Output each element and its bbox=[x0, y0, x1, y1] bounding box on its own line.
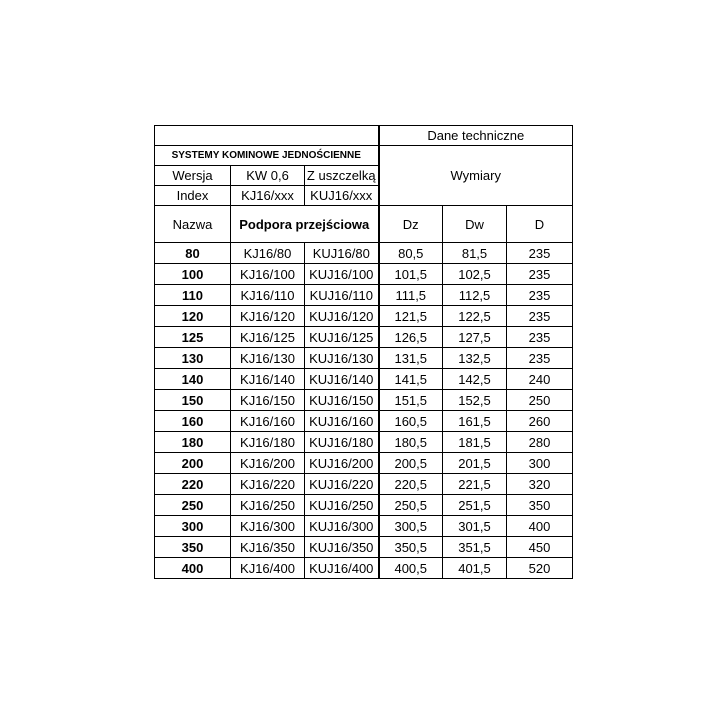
row-name-cell: 140 bbox=[155, 369, 231, 390]
row-d-cell: 250 bbox=[507, 390, 573, 411]
row-name-cell: 110 bbox=[155, 285, 231, 306]
row-d-cell: 235 bbox=[507, 264, 573, 285]
row-kuj-cell: KUJ16/150 bbox=[305, 390, 379, 411]
table-row bbox=[155, 369, 573, 390]
row-kj-cell: KJ16/150 bbox=[231, 390, 305, 411]
row-dw-cell: 351,5 bbox=[443, 537, 507, 558]
row-d-cell: 280 bbox=[507, 432, 573, 453]
row-name-cell: 80 bbox=[155, 243, 231, 264]
index-kw: KJ16/xxx bbox=[231, 186, 305, 206]
index-label: Index bbox=[155, 186, 231, 206]
table-row bbox=[155, 285, 573, 306]
row-dw-cell: 122,5 bbox=[443, 306, 507, 327]
table-row bbox=[155, 306, 573, 327]
blank-header-cell bbox=[155, 126, 379, 146]
row-d-cell: 520 bbox=[507, 558, 573, 579]
row-dz-cell: 180,5 bbox=[379, 432, 443, 453]
row-d-cell: 450 bbox=[507, 537, 573, 558]
d-header: D bbox=[507, 206, 573, 243]
technical-data-table bbox=[154, 125, 573, 579]
row-dz-cell: 200,5 bbox=[379, 453, 443, 474]
table-row bbox=[155, 453, 573, 474]
row-kuj-cell: KUJ16/220 bbox=[305, 474, 379, 495]
row-dz-cell: 126,5 bbox=[379, 327, 443, 348]
row-name-cell: 125 bbox=[155, 327, 231, 348]
table-row bbox=[155, 348, 573, 369]
row-kuj-cell: KUJ16/180 bbox=[305, 432, 379, 453]
dw-header: Dw bbox=[443, 206, 507, 243]
row-d-cell: 320 bbox=[507, 474, 573, 495]
row-kuj-cell: KUJ16/130 bbox=[305, 348, 379, 369]
row-kuj-cell: KUJ16/125 bbox=[305, 327, 379, 348]
row-kuj-cell: KUJ16/160 bbox=[305, 411, 379, 432]
row-d-cell: 300 bbox=[507, 453, 573, 474]
table-row bbox=[155, 537, 573, 558]
dimensions-header: Wymiary bbox=[379, 146, 573, 206]
row-dz-cell: 121,5 bbox=[379, 306, 443, 327]
row-dw-cell: 161,5 bbox=[443, 411, 507, 432]
systems-title: SYSTEMY KOMINOWE JEDNOŚCIENNE bbox=[155, 146, 379, 166]
table-row bbox=[155, 432, 573, 453]
row-d-cell: 260 bbox=[507, 411, 573, 432]
row-name-cell: 130 bbox=[155, 348, 231, 369]
row-dw-cell: 251,5 bbox=[443, 495, 507, 516]
row-kj-cell: KJ16/400 bbox=[231, 558, 305, 579]
row-kj-cell: KJ16/125 bbox=[231, 327, 305, 348]
row-kj-cell: KJ16/200 bbox=[231, 453, 305, 474]
version-label: Wersja bbox=[155, 166, 231, 186]
row-d-cell: 240 bbox=[507, 369, 573, 390]
row-d-cell: 400 bbox=[507, 516, 573, 537]
row-kj-cell: KJ16/350 bbox=[231, 537, 305, 558]
row-dw-cell: 81,5 bbox=[443, 243, 507, 264]
row-kj-cell: KJ16/120 bbox=[231, 306, 305, 327]
table-row bbox=[155, 411, 573, 432]
row-kj-cell: KJ16/220 bbox=[231, 474, 305, 495]
row-dz-cell: 400,5 bbox=[379, 558, 443, 579]
row-kj-cell: KJ16/110 bbox=[231, 285, 305, 306]
support-header: Podpora przejściowa bbox=[231, 206, 379, 243]
row-dw-cell: 132,5 bbox=[443, 348, 507, 369]
kw-label: KW 0,6 bbox=[231, 166, 305, 186]
row-d-cell: 235 bbox=[507, 243, 573, 264]
row-kj-cell: KJ16/130 bbox=[231, 348, 305, 369]
table-row bbox=[155, 327, 573, 348]
row-d-cell: 235 bbox=[507, 348, 573, 369]
row-kuj-cell: KUJ16/250 bbox=[305, 495, 379, 516]
row-kuj-cell: KUJ16/200 bbox=[305, 453, 379, 474]
table-row bbox=[155, 558, 573, 579]
row-kj-cell: KJ16/80 bbox=[231, 243, 305, 264]
row-name-cell: 220 bbox=[155, 474, 231, 495]
row-dz-cell: 151,5 bbox=[379, 390, 443, 411]
row-dz-cell: 131,5 bbox=[379, 348, 443, 369]
row-dz-cell: 250,5 bbox=[379, 495, 443, 516]
row-name-cell: 300 bbox=[155, 516, 231, 537]
row-kj-cell: KJ16/160 bbox=[231, 411, 305, 432]
table-row bbox=[155, 516, 573, 537]
row-dw-cell: 201,5 bbox=[443, 453, 507, 474]
row-dw-cell: 301,5 bbox=[443, 516, 507, 537]
row-dw-cell: 401,5 bbox=[443, 558, 507, 579]
row-kuj-cell: KUJ16/80 bbox=[305, 243, 379, 264]
row-dw-cell: 152,5 bbox=[443, 390, 507, 411]
row-dw-cell: 142,5 bbox=[443, 369, 507, 390]
row-kj-cell: KJ16/140 bbox=[231, 369, 305, 390]
row-dz-cell: 160,5 bbox=[379, 411, 443, 432]
row-name-cell: 150 bbox=[155, 390, 231, 411]
row-name-cell: 180 bbox=[155, 432, 231, 453]
row-name-cell: 120 bbox=[155, 306, 231, 327]
row-name-cell: 100 bbox=[155, 264, 231, 285]
row-kuj-cell: KUJ16/110 bbox=[305, 285, 379, 306]
table-row bbox=[155, 264, 573, 285]
row-dz-cell: 350,5 bbox=[379, 537, 443, 558]
row-dz-cell: 111,5 bbox=[379, 285, 443, 306]
row-dz-cell: 101,5 bbox=[379, 264, 443, 285]
row-name-cell: 160 bbox=[155, 411, 231, 432]
row-dz-cell: 141,5 bbox=[379, 369, 443, 390]
row-kuj-cell: KUJ16/400 bbox=[305, 558, 379, 579]
table-row bbox=[155, 495, 573, 516]
row-dw-cell: 127,5 bbox=[443, 327, 507, 348]
index-ku: KUJ16/xxx bbox=[305, 186, 379, 206]
row-name-cell: 200 bbox=[155, 453, 231, 474]
row-dz-cell: 220,5 bbox=[379, 474, 443, 495]
row-name-cell: 250 bbox=[155, 495, 231, 516]
row-kj-cell: KJ16/300 bbox=[231, 516, 305, 537]
row-dw-cell: 102,5 bbox=[443, 264, 507, 285]
row-dw-cell: 112,5 bbox=[443, 285, 507, 306]
table-row bbox=[155, 390, 573, 411]
row-d-cell: 235 bbox=[507, 285, 573, 306]
row-dz-cell: 300,5 bbox=[379, 516, 443, 537]
dz-header: Dz bbox=[379, 206, 443, 243]
seal-label: Z uszczelką bbox=[305, 166, 379, 186]
row-name-cell: 400 bbox=[155, 558, 231, 579]
table-row bbox=[155, 474, 573, 495]
name-header: Nazwa bbox=[155, 206, 231, 243]
row-kuj-cell: KUJ16/350 bbox=[305, 537, 379, 558]
row-dw-cell: 221,5 bbox=[443, 474, 507, 495]
row-kuj-cell: KUJ16/300 bbox=[305, 516, 379, 537]
row-kj-cell: KJ16/250 bbox=[231, 495, 305, 516]
row-d-cell: 235 bbox=[507, 306, 573, 327]
tech-data-header: Dane techniczne bbox=[379, 126, 573, 146]
row-kuj-cell: KUJ16/140 bbox=[305, 369, 379, 390]
row-dz-cell: 80,5 bbox=[379, 243, 443, 264]
row-dw-cell: 181,5 bbox=[443, 432, 507, 453]
row-kj-cell: KJ16/100 bbox=[231, 264, 305, 285]
row-d-cell: 350 bbox=[507, 495, 573, 516]
row-kuj-cell: KUJ16/120 bbox=[305, 306, 379, 327]
row-d-cell: 235 bbox=[507, 327, 573, 348]
table-row bbox=[155, 243, 573, 264]
row-kj-cell: KJ16/180 bbox=[231, 432, 305, 453]
row-kuj-cell: KUJ16/100 bbox=[305, 264, 379, 285]
row-name-cell: 350 bbox=[155, 537, 231, 558]
